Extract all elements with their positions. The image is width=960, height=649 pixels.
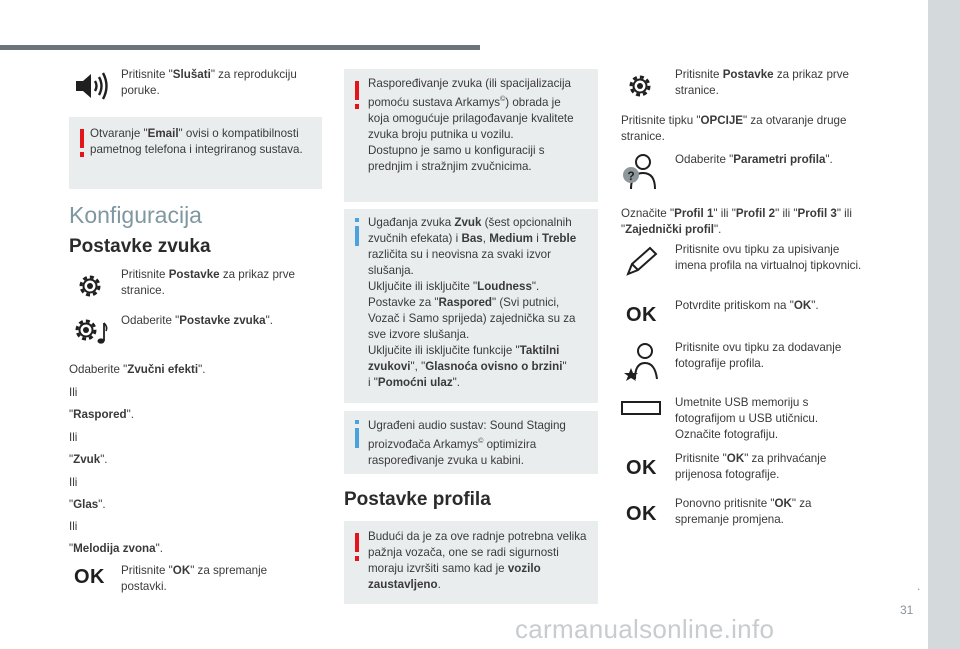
info-sound-text: Ugađanja zvuka Zvuk (šest opcionalnih zvučnih efekata) i Bas, Medium i Treble različita su i neovisna za svaki izvor slušanja. Uključite ili isključite "Loudness". Postavke za "Raspored" (Svi putnici, Vozač i Samo sprijeda) zajednička su za sve izvore slušanja. Uključite ili isključite funkcije "Taktilni zvukovi", "Glasnoća ovisno o brzini" i "Pomoćni ulaz". xyxy=(368,216,577,389)
page-number: 31 xyxy=(900,603,914,617)
warning-box-email xyxy=(69,117,322,189)
name-text: Pritisnite ovu tipku za upisivanje imena profila na virtualnoj tipkovnici. xyxy=(675,243,862,272)
info-icon xyxy=(354,420,360,448)
info-box-sound xyxy=(344,209,598,403)
ok-button-icon: OK xyxy=(626,304,657,326)
listen-text: Pritisnite "Slušati" za reprodukciju poruke. xyxy=(121,68,297,97)
settings-text-2: Pritisnite Postavke za prikaz prve stranice. xyxy=(675,68,849,97)
sound-settings-text: Odaberite "Postavke zvuka". xyxy=(121,314,273,327)
accept-text: Pritisnite "OK" za prihvaćanje prijenosa fotografije. xyxy=(675,452,827,481)
ok-button-icon: OK xyxy=(626,457,657,479)
ok-save-text: Pritisnite "OK" za spremanje postavki. xyxy=(121,564,268,593)
watermark: carmanualsonline.info xyxy=(515,614,775,644)
heading-sound-settings: Postavke zvuka xyxy=(69,236,211,257)
usb-text: Umetnite USB memoriju s fotografijom u USB utičnicu. Označite fotografiju. xyxy=(675,396,819,441)
profile-params-text: Odaberite "Parametri profila". xyxy=(675,153,833,166)
heading-profile-settings: Postavke profila xyxy=(344,489,491,510)
top-accent-bar xyxy=(0,45,480,50)
info-icon xyxy=(354,218,360,246)
or-text-4: Ili xyxy=(69,520,78,533)
warning-box-profile xyxy=(344,521,598,604)
ok-button-icon: OK xyxy=(626,503,657,525)
heading-configuration: Konfiguracija xyxy=(69,202,202,228)
warning-exclamation-icon xyxy=(79,129,85,157)
gear-note-icon xyxy=(72,314,110,348)
photo-text: Pritisnite ovu tipku za dodavanje fotografije profila. xyxy=(675,341,842,370)
zvuk-text: "Zvuk". xyxy=(69,453,108,466)
gear-icon xyxy=(74,270,106,302)
save-text: Ponovno pritisnite "OK" za spremanje promjena. xyxy=(675,497,812,526)
effects-text: Odaberite "Zvučni efekti". xyxy=(69,363,206,376)
usb-stick-icon xyxy=(620,398,662,418)
profile-star-icon xyxy=(620,340,662,382)
ok-button-icon: OK xyxy=(74,566,105,588)
gear-icon xyxy=(624,70,656,102)
pencil-icon xyxy=(620,244,662,280)
confirm-text: Potvrdite pritiskom na "OK". xyxy=(675,299,819,312)
melodija-text: "Melodija zvona". xyxy=(69,542,163,555)
profiles-text: Označite "Profil 1" ili "Profil 2" ili "Profil 3" ili "Zajednički profil". xyxy=(621,207,852,236)
page-dot: . xyxy=(917,579,921,593)
info-audio-text: Ugrađeni audio sustav: Sound Staging proizvođača Arkamys© optimizira raspoređivanje zvuka u kabini. xyxy=(368,419,566,467)
or-text-1: Ili xyxy=(69,386,78,399)
settings-text: Pritisnite Postavke za prikaz prve stranice. xyxy=(121,268,295,297)
profile-question-icon xyxy=(620,152,662,192)
warning-exclamation-icon xyxy=(354,533,360,561)
warning-exclamation-icon xyxy=(354,81,360,109)
page-sidebar xyxy=(928,0,960,649)
warning-email-text: Otvaranje "Email" ovisi o kompatibilnosti pametnog telefona i integriranog sustava. xyxy=(90,127,303,156)
svg-text:?: ? xyxy=(627,169,635,183)
glas-text: "Glas". xyxy=(69,498,106,511)
options-text: Pritisnite tipku "OPCIJE" za otvaranje druge stranice. xyxy=(621,114,847,143)
info-box-audio xyxy=(344,411,598,474)
or-text-2: Ili xyxy=(69,431,78,444)
warning-arkamys-text: Raspoređivanje zvuka (ili spacijalizacija pomoću sustava Arkamys©) obrada je koja omogućuje prilagođavanje kvalitete zvuka broju putnika u vozilu. Dostupno je samo u konfiguraciji s prednjim i stražnjim zvučnicima. xyxy=(368,77,574,173)
speaker-icon xyxy=(72,68,112,104)
warning-profile-text: Budući da je za ove radnje potrebna velika pažnja vozača, one se radi sigurnosti moraju izvršiti samo kad je vozilo zaustavljeno. xyxy=(368,530,587,591)
raspored-text: "Raspored". xyxy=(69,408,134,421)
or-text-3: Ili xyxy=(69,476,78,489)
warning-box-arkamys xyxy=(344,69,598,202)
